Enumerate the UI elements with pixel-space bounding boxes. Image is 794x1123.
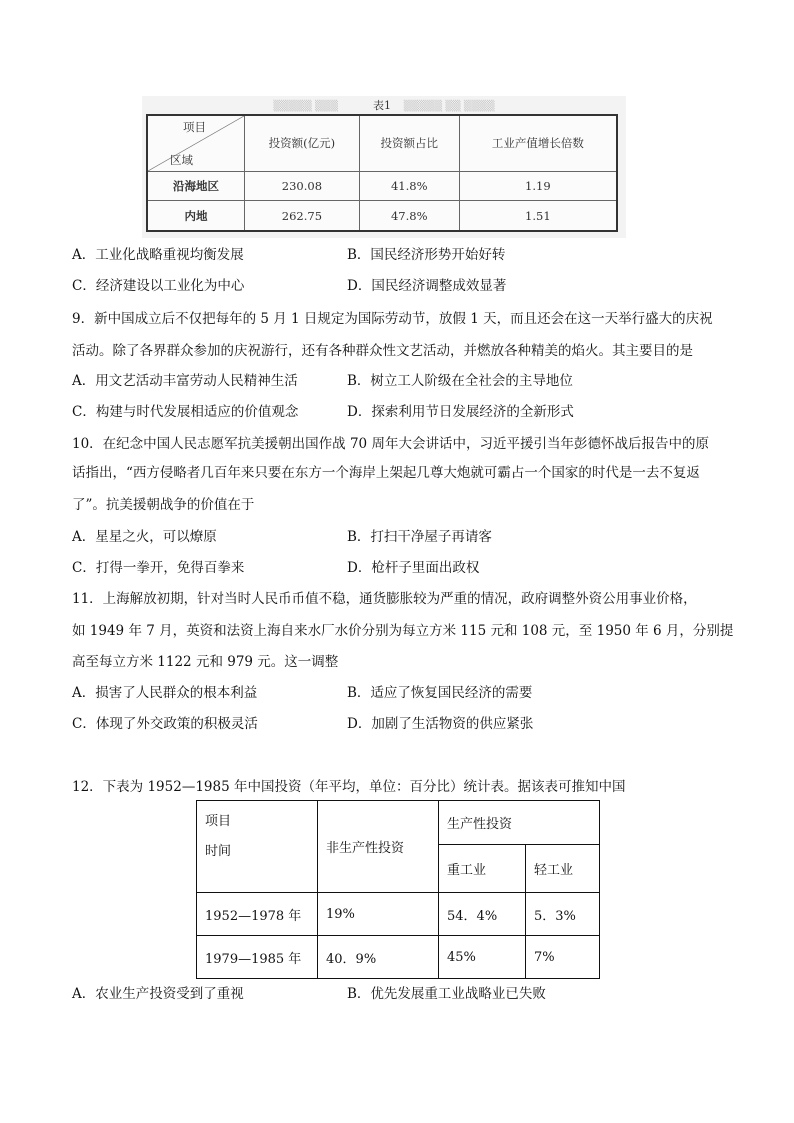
q12-header-heavy: 重工业: [439, 845, 526, 893]
q9-stem-line1: 9．新中国成立后不仅把每年的 5 月 1 日规定为国际劳动节，放假 1 天，而且还会在这一天举行盛大的庆祝: [72, 311, 713, 327]
table1-corner-cell: 项目 区域: [147, 115, 245, 171]
q10-option-b: B．打扫干净屋子再请客: [347, 529, 492, 545]
q12-option-a: A．农业生产投资受到了重视: [72, 986, 244, 1002]
q11-option-a: A．损害了人民群众的根本利益: [72, 685, 258, 701]
table1-header-growth: 工业产值增长倍数: [459, 115, 617, 171]
q11-option-c: C．体现了外交政策的积极灵活: [72, 716, 258, 732]
q9-stem-line2: 活动。除了各界群众参加的庆祝游行，还有各种群众性文艺活动，并燃放各种精美的焰火。其主要目的是: [72, 343, 693, 359]
q9-option-d: D．探索利用节日发展经济的全新形式: [347, 404, 574, 420]
table1-region: 内地: [147, 201, 245, 231]
q12-cell: 7%: [526, 936, 600, 979]
q11-stem-line3: 高至每立方米 1122 元和 979 元。这一调整: [72, 654, 339, 670]
q10-option-a: A．星星之火，可以燎原: [72, 529, 217, 545]
q11-stem-line1: 11．上海解放初期，针对当时人民币币值不稳，通货膨胀较为严重的情况，政府调整外资公用事业价格，: [72, 591, 697, 607]
q10-option-c: C．打得一拳开，免得百拳来: [72, 560, 245, 576]
q12-cell: 40．9%: [318, 936, 439, 979]
q12-row-period: 1952—1978 年: [197, 893, 318, 936]
q8-option-a: A．工业化战略重视均衡发展: [72, 247, 244, 263]
q11-option-b: B．适应了恢复国民经济的需要: [347, 685, 533, 701]
table1-cell: 1.19: [459, 171, 617, 201]
table1-header-share: 投资额占比: [359, 115, 459, 171]
q12-header-light: 轻工业: [526, 845, 600, 893]
q11-stem-line2: 如 1949 年 7 月，英资和法资上海自来水厂水价分别为每立方米 115 元和 108 元，至 1950 年 6 月，分别提: [72, 623, 734, 639]
q12-header-prod: 生产性投资: [439, 801, 600, 845]
q12-table: [196, 800, 600, 979]
table1-cell: 41.8%: [359, 171, 459, 201]
q12-stem-line1: 12．下表为 1952—1985 年中国投资（年平均，单位：百分比）统计表。据该表可推知中国: [72, 779, 626, 795]
q9-option-b: B．树立工人阶级在全社会的主导地位: [347, 373, 573, 389]
table1-caption: ▒▒▒▒▒ ▒▒▒ 表1 ▒▒▒▒▒ ▒▒ ▒▒▒▒: [273, 99, 495, 112]
q12-cell: 54．4%: [439, 893, 526, 936]
q10-option-d: D．枪杆子里面出政权: [347, 560, 480, 576]
q8-option-c: C．经济建设以工业化为中心: [72, 278, 245, 294]
q12-cell: 45%: [439, 936, 526, 979]
q12-cell: 19%: [318, 893, 439, 936]
q11-option-d: D．加剧了生活物资的供应紧张: [347, 716, 534, 732]
scanned-table-image: [142, 96, 626, 238]
q9-option-a: A．用文艺活动丰富劳动人民精神生活: [72, 373, 298, 389]
q8-option-b: B．国民经济形势开始好转: [347, 247, 506, 263]
q8-option-d: D．国民经济调整成效显著: [347, 278, 507, 294]
table1-cell: 262.75: [245, 201, 360, 231]
q10-stem-line3: 了”。抗美援朝战争的价值在于: [72, 497, 255, 513]
q10-stem-line2: 话指出，“西方侵略者几百年来只要在东方一个海岸上架起几尊大炮就可霸占一个国家的时代是一去不复返: [72, 465, 700, 481]
table1-cell: 230.08: [245, 171, 360, 201]
q12-table-corner: 项目 时间: [197, 801, 318, 893]
q12-cell: 5．3%: [526, 893, 600, 936]
table1-cell: 1.51: [459, 201, 617, 231]
q12-header-nonprod: 非生产性投资: [318, 801, 439, 893]
q12-row-period: 1979—1985 年: [197, 936, 318, 979]
table1-region: 沿海地区: [147, 171, 245, 201]
table1: [146, 114, 618, 232]
q12-option-b: B．优先发展重工业战略业已失败: [347, 986, 546, 1002]
table1-cell: 47.8%: [359, 201, 459, 231]
q10-stem-line1: 10．在纪念中国人民志愿军抗美援朝出国作战 70 周年大会讲话中，习近平援引当年彭德怀战后报告中的原: [72, 436, 709, 452]
q9-option-c: C．构建与时代发展相适应的价值观念: [72, 404, 299, 420]
table1-header-amount: 投资额(亿元): [245, 115, 360, 171]
